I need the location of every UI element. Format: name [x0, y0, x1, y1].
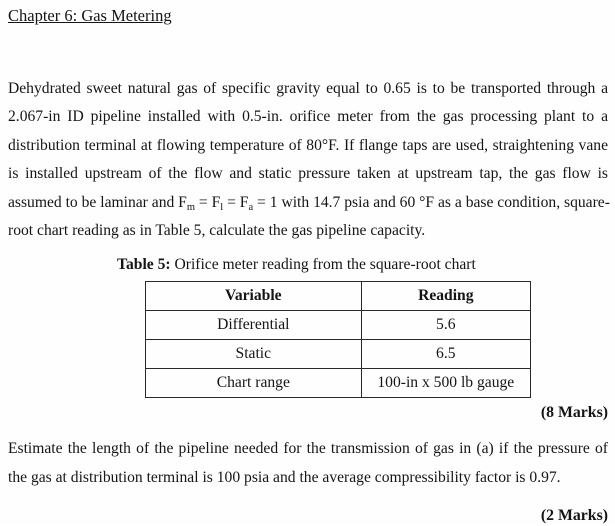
paragraph-line: Dehydrated sweet natural gas of specific gravity equal to 0.65 is to be transported through a	[8, 80, 608, 97]
table-cell: 6.5	[361, 340, 530, 369]
table-caption-label: Table 5:	[117, 256, 171, 274]
orifice-meter-reading-table	[145, 281, 531, 398]
table-row	[146, 311, 531, 340]
text-segment: = 1 with 14.7 psia and 60 °F as a base condition, square-	[253, 193, 610, 211]
table-row	[146, 369, 531, 398]
text-segment: = F	[195, 193, 221, 211]
marks-part-a: (8 Marks)	[540, 404, 608, 422]
paragraph-line: 2.067-in ID pipeline installed with 0.5-in. orifice meter from the gas processing plant to a	[8, 108, 608, 126]
paragraph-line: Estimate the length of the pipeline needed for the transmission of gas in (a) if the pressure of	[8, 440, 608, 458]
paragraph-line-with-subscripts	[8, 189, 608, 217]
problem-statement-paragraph	[8, 75, 608, 245]
marks-part-b: (2 Marks)	[540, 507, 608, 525]
table-body	[146, 311, 531, 398]
subscript-text: l	[220, 201, 224, 213]
paragraph-line: is installed upstream of the flow and static pressure taken at upstream tap, the gas flow is	[8, 165, 608, 183]
table-cell: Static	[146, 340, 362, 369]
table-cell: Chart range	[146, 369, 362, 398]
table-cell: Differential	[146, 311, 362, 340]
chapter-title: Chapter 6: Gas Metering	[8, 6, 172, 25]
table-caption-text: Orifice meter reading from the square-root chart	[174, 256, 476, 274]
subscript-text: a	[248, 201, 254, 213]
subscript-text: m	[186, 201, 196, 213]
table-header-row	[146, 282, 531, 311]
text-segment: assumed to be laminar and F	[8, 193, 187, 211]
text-segment: = F	[223, 193, 249, 211]
table-cell: 100-in x 500 lb gauge	[361, 369, 530, 398]
paragraph-line: the gas at distribution terminal is 100 psia and the average compressibility factor is 0.97.	[8, 468, 561, 486]
table-header-reading: Reading	[361, 282, 530, 311]
paragraph-line: root chart reading as in Table 5, calculate the gas pipeline capacity.	[8, 221, 426, 239]
table-header-variable: Variable	[146, 282, 362, 311]
paragraph-line: distribution terminal at flowing temperature of 80°F. If flange taps are used, straightening vane	[8, 136, 608, 154]
part-b-paragraph	[8, 435, 608, 492]
table-row	[146, 340, 531, 369]
table-cell: 5.6	[361, 311, 530, 340]
table-caption	[117, 254, 608, 275]
